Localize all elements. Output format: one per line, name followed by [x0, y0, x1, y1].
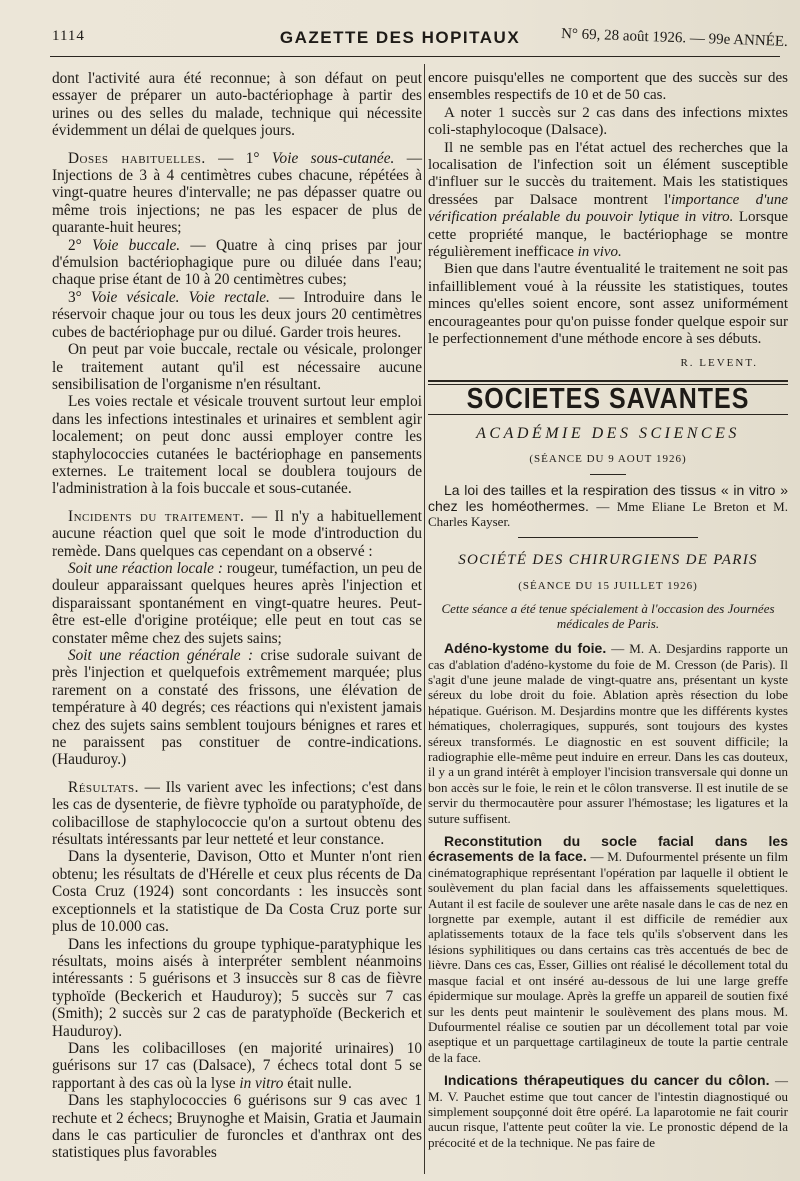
paragraph-doses: Doses habituelles. — 1° Voie sous-cutanée. — Injections de 3 à 4 centimètres cubes chacune, répétées à vingt-quatre heures d'intervalle; ne pas dépasser quatre ou même trois injections; ne pas les espacer de plus de quarante-huit heures;	[52, 149, 422, 237]
paragraph: dont l'activité aura été reconnue; à son défaut on peut essayer de préparer un auto-bactériophage à partir des urines ou des selles du malade, technique qui nécessite évidemment un délai de quelques jours.	[52, 70, 422, 140]
section-title: Doses habituelles.	[68, 149, 206, 167]
society-note: Cette séance a été tenue spécialement à l'occasion des Journées médicales de Paris.	[441, 601, 775, 632]
column-divider	[424, 64, 425, 1174]
paragraph-incidents: Incidents du traitement. — Il n'y a habituellement aucune réaction quel que soit le mode d'introduction du remède. Dans quelques cas cependant on a observé :	[52, 507, 422, 560]
paragraph: Dans les infections du groupe typhique-paratyphique les résultats, moins aisés à interpréter semblent néanmoins intéressants : 5 guérisons et 3 insuccès sur 8 cas de fièvre typhoïde (Beckerich et Hauduroy); 5 succès sur 7 cas (Smith); 2 succès sur 2 cas de paratyphoïde (Beckerich et Hauduroy).	[52, 935, 422, 1040]
article-heading: Reconstitution du socle facial dans les écrasements de la face.	[428, 833, 788, 865]
left-column	[52, 70, 422, 1162]
right-column	[428, 70, 788, 1150]
paragraph-coli: Dans les colibacilloses (en majorité urinaires) 10 guérisons sur 17 cas (Dalsace), 7 échecs total dont 5 se rapportant à des cas où la lyse in vitro était nulle.	[52, 1039, 422, 1092]
short-rule	[590, 474, 626, 475]
section-banner: SOCIETES SAVANTES	[466, 382, 750, 415]
society-title: SOCIÉTÉ DES CHIRURGIENS DE PARIS	[458, 552, 758, 569]
society-session: (SÉANCE DU 15 JUILLET 1926)	[518, 579, 698, 592]
paragraph-generale: Soit une réaction générale : crise sudorale suivant de près l'injection et quelquefois extrêmement marquée; plus rarement on a constaté des frissons, une élévation de température à 40 degrés; ces réactions qui n'existent jamais chez des sujets sains semblent toujours bénignes et rares et ne paraissent pas constituer de contre-indications. (Hauduroy.)	[52, 647, 422, 769]
page-header	[0, 0, 800, 64]
paragraph: A noter 1 succès sur 2 cas dans des infections mixtes coli-staphylocoque (Dalsace).	[428, 104, 788, 139]
author-signature: R. LEVENT.	[680, 356, 758, 369]
article-adeno: Adéno-kystome du foie. — M. A. Desjardins rapporte un cas d'ablation d'adéno-kystome du foie de M. Cresson (de Paris). Il s'agit d'une jeune malade de vingt-quatre ans, présentant un kyste séreux du lobe droit du foie. Ablation après résection du lobe hépatique. Guérison. M. Desjardins montre que les différents kystes hématiques, cholerragiques, suppurés, sont toujours des kystes séreux transformés. Le diagnostic en est souvent difficile; la radiographie elle-même peut induire en erreur. Dans les cas douteux, il y a un grand intérêt à employer l'incision transversale qui donne un bon accès sur le foie, le rein et le côlon transverse. Il est inutile de se servir du thermocautère pour assurer l'hémostase; les ligatures et la suture suffisent.	[428, 640, 789, 826]
section-title: Incidents du traitement.	[68, 507, 245, 525]
page-number: 1114	[52, 28, 85, 44]
paragraph: Les voies rectale et vésicale trouvent surtout leur emploi dans les infections intestinales et urinaires et semblent agir localement; on peut donc aussi employer contre les staphylococcies cutanées le bactériophage en pansements externes. Le traitement local se doublera toujours de l'administration à la fois buccale et sous-cutanée.	[52, 393, 422, 498]
paragraph-buccale: 2° Voie buccale. — Quatre à cinq prises par jour d'émulsion bactériophagique pure ou diluée dans l'eau; chaque prise étant de 10 à 20 centimètres cubes;	[52, 236, 422, 289]
paragraph: Dans les staphylococcies 6 guérisons sur 9 cas avec 1 rechute et 2 échecs; Bruynoghe et Maisin, Gratia et Jaumain dans le cas particulier de furoncles et d'anthrax ont des statistiques plus favorables	[52, 1092, 422, 1162]
paragraph: Bien que dans l'autre éventualité le traitement ne soit pas infailliblement voué à la réussite les statistiques, toutes minces qu'elles soient encore, sont assez uniformément encourageantes pour qu'on puisse fonder quelque espoir sur le perfectionnement d'une méthode encore à ses débuts.	[428, 261, 788, 348]
paragraph-locale: Soit une réaction locale : rougeur, tuméfaction, un peu de douleur apparaissant quelques heures après l'injection et disparaissant spontanément en vingt-quatre heures. Peut-être est-elle d'origine protéique; elle peut en tout cas se constater même chez des sujets sains;	[52, 559, 422, 647]
article-heading: Adéno-kystome du foie.	[444, 640, 607, 657]
short-rule	[518, 537, 698, 538]
paragraph: encore puisqu'elles ne comportent que des succès sur des ensembles respectifs de 10 et de 50 cas.	[428, 70, 788, 104]
article-heading: Indications thérapeutiques du cancer du côlon.	[444, 1072, 770, 1089]
paragraph-resultats: Résultats. — Ils varient avec les infections; c'est dans les cas de dysenterie, de fièvre typhoïde ou paratyphoïde, de colibacillose de staphylococcie qu'on a surtout obtenu des résultats intéressants par leur netteté et leur constance.	[52, 778, 422, 849]
academy-title: ACADÉMIE DES SCIENCES	[476, 425, 740, 443]
paragraph: Dans la dysenterie, Davison, Otto et Munter n'ont rien obtenu; les résultats de d'Hérelle et ceux plus récents de Da Costa Cruz (1924) sont concordants : les insuccès sont exceptionnels et la statistique de Da Costa Cruz porte sur plus de 10.000 cas.	[52, 848, 422, 936]
section-title: Résultats.	[68, 778, 139, 796]
paragraph-vesicale: 3° Voie vésicale. Voie rectale. — Introduire dans le réservoir chaque jour ou tous les deux jours 20 centimètres cubes de bactériophage pur ou dilué. Garder trois heures.	[52, 288, 422, 341]
academy-session: (SÉANCE DU 9 AOUT 1926)	[529, 452, 687, 465]
article-reconstitution: Reconstitution du socle facial dans les écrasements de la face. — M. Dufourmentel présente un film cinématographique représentant l'opération par laquelle il obtient le soulèvement du plan facial dans les affaissements squelettiques. Autant il est facile de soulever une arête nasale dans le cas de nez en lorgnette par exemple, autant il est difficile de remédier aux aplatissements totaux de la face tels qu'ils s'observent dans les lésions syphilitiques ou dans certains cas très accentués de bec de lièvre. Dans ces cas, Esser, Gillies ont réalisé le décollement total du masque facial et ont inséré au-dessous de lui une large greffe épidermique sur moulage. Après la greffe un appareil de soutien fixé sur les dents peut maintenir le soulèvement des plans mous. M. Dufourmentel réalise ce soutien par un décollement total par voie aseptique et un parquettage cartilagineux de toute la partie centrale de la face.	[428, 833, 788, 1065]
academy-item: La loi des tailles et la respiration des tissus « in vitro » chez les homéothermes. — Mme Eliane Le Breton et M. Charles Kayser.	[428, 482, 788, 529]
journal-title: GAZETTE DES HOPITAUX	[279, 28, 521, 47]
header-rule	[50, 56, 780, 57]
issue-info: N° 69, 28 août 1926. — 99e ANNÉE.	[560, 26, 789, 50]
paragraph: On peut par voie buccale, rectale ou vésicale, prolonger le traitement autant qu'il est nécessaire aucune sensibilisation de l'organisme n'en résultant.	[52, 341, 422, 393]
paragraph-lyse: Il ne semble pas en l'état actuel des recherches que la localisation de l'infection soit un élément susceptible d'influer sur le succès du traitement. Mais les statistiques dressées par Dalsace montrent l'importance d'une vérification préalable du pouvoir lytique in vitro. Lorsque cette propriété manque, le bactériophage se montre régulièrement inefficace in vivo.	[428, 139, 789, 261]
article-cancer: Indications thérapeutiques du cancer du côlon. — M. V. Pauchet estime que tout cancer de l'intestin diagnostiqué ou simplement soupçonné doit être opéré. La laparotomie ne fait courir aucun risque, l'attente peut coûter la vie. Le pronostic dépend de la précocité et de la technique. Ne pas faire de	[428, 1072, 788, 1150]
